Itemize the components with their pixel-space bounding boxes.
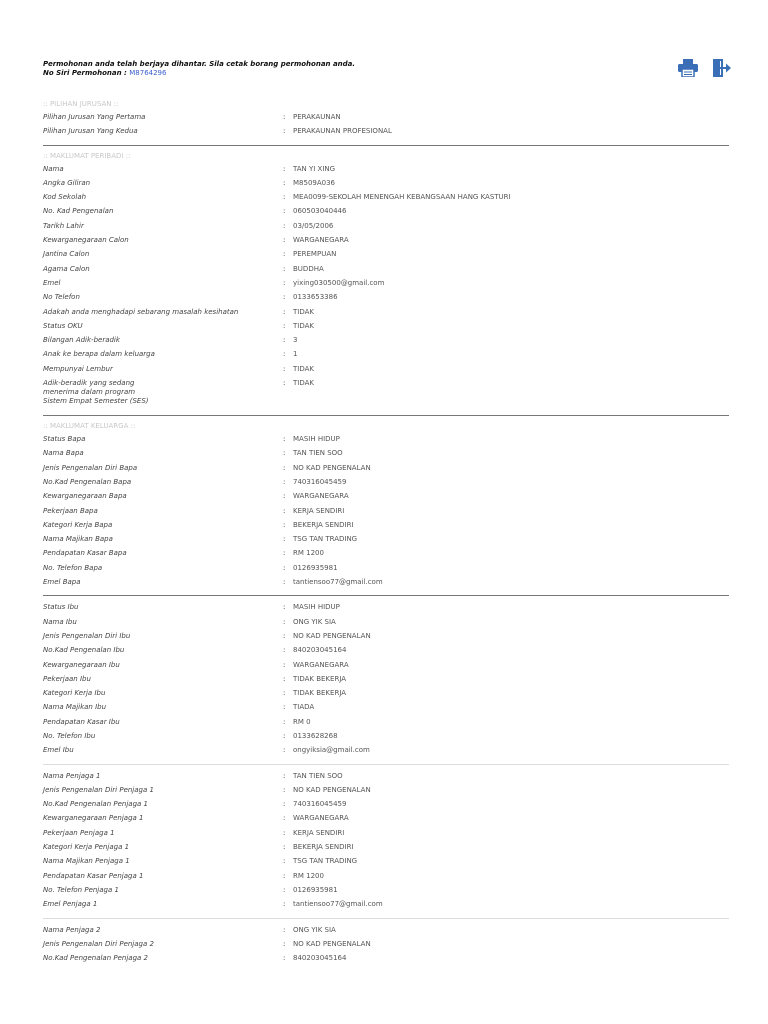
exit-icon xyxy=(713,59,731,77)
detail-value: PERAKAUNAN xyxy=(293,113,341,121)
detail-row: Tarikh Lahir : 03/05/2006 xyxy=(43,219,729,233)
section-title-jurusan: :: PILIHAN JURUSAN :: xyxy=(43,100,119,108)
detail-label: No. Telefon Ibu xyxy=(43,731,96,740)
detail-row: Status Ibu : MASIH HIDUP xyxy=(43,600,729,614)
detail-label: Pilihan Jurusan Yang Pertama xyxy=(43,113,146,121)
detail-label: Kategori Kerja Penjaga 1 xyxy=(43,843,130,852)
print-button[interactable] xyxy=(678,58,698,78)
detail-value: TIDAK xyxy=(293,307,314,316)
detail-label: No. Telefon Bapa xyxy=(43,563,103,572)
detail-value: TIDAK xyxy=(293,379,314,388)
detail-label: Adakah anda menghadapi sebarang masalah kesihatan xyxy=(43,307,239,316)
detail-row: Agama Calon : BUDDHA xyxy=(43,262,729,276)
detail-value: 0126935981 xyxy=(293,563,338,572)
detail-label: Kategori Kerja Ibu xyxy=(43,689,106,698)
detail-value: TIDAK xyxy=(293,364,314,373)
detail-value: 840203045164 xyxy=(293,954,347,963)
detail-row: Status Bapa : MASIH HIDUP xyxy=(43,432,729,446)
detail-value: TSG TAN TRADING xyxy=(293,857,358,866)
detail-row: Jantina Calon : PEREMPUAN xyxy=(43,247,729,261)
detail-value: WARGANEGARA xyxy=(293,236,349,245)
detail-row: Nama Majikan Ibu : TIADA xyxy=(43,700,729,714)
detail-label: Bilangan Adik-beradik xyxy=(43,336,120,345)
detail-row: No Telefon : 0133653386 xyxy=(43,290,729,304)
detail-value: 0126935981 xyxy=(293,885,338,894)
success-message: Permohonan anda telah berjaya dihantar. Sila cetak borang permohonan anda. xyxy=(43,60,356,68)
detail-label: Pekerjaan Bapa xyxy=(43,506,98,515)
detail-row: Angka Giliran : M8509A036 xyxy=(43,176,729,190)
submission-notice xyxy=(43,60,355,78)
detail-row: Pendapatan Kasar Ibu : RM 0 xyxy=(43,715,729,729)
detail-value: MASIH HIDUP xyxy=(293,435,340,444)
detail-value: TIDAK xyxy=(293,321,314,330)
detail-value: 740316045459 xyxy=(293,477,347,486)
detail-row: Mempunyai Lembur : TIDAK xyxy=(43,362,729,376)
detail-value: 060503040446 xyxy=(293,207,347,216)
detail-row: Pekerjaan Bapa : KERJA SENDIRI xyxy=(43,504,729,518)
penjaga1-rows xyxy=(43,769,729,912)
application-details xyxy=(43,96,729,965)
detail-value: MASIH HIDUP xyxy=(293,603,340,612)
penjaga2-rows xyxy=(43,923,729,966)
detail-value: 03/05/2006 xyxy=(293,221,334,230)
detail-value: TAN TIEN SOO xyxy=(293,771,343,780)
detail-value: BUDDHA xyxy=(293,264,324,273)
detail-row: No.Kad Pengenalan Penjaga 2 : 840203045164 xyxy=(43,951,729,965)
detail-label: No Telefon xyxy=(43,293,80,302)
detail-row: Jenis Pengenalan Diri Ibu : NO KAD PENGENALAN xyxy=(43,629,729,643)
detail-value: 740316045459 xyxy=(293,800,347,809)
detail-value: tantiensoo77@gmail.com xyxy=(293,578,383,587)
detail-value: NO KAD PENGENALAN xyxy=(293,785,371,794)
detail-row: Pendapatan Kasar Penjaga 1 : RM 1200 xyxy=(43,869,729,883)
application-number-value: M8764296 xyxy=(129,69,167,77)
detail-row: No. Telefon Ibu : 0133628268 xyxy=(43,729,729,743)
detail-label: Pilihan Jurusan Yang Kedua xyxy=(43,127,138,136)
detail-label: Agama Calon xyxy=(43,264,90,273)
detail-label: Status OKU xyxy=(43,321,83,330)
detail-row: Nama Majikan Penjaga 1 : TSG TAN TRADING xyxy=(43,854,729,868)
detail-label: Emel Penjaga 1 xyxy=(43,900,98,909)
detail-label: Status Ibu xyxy=(43,603,79,612)
detail-label: Jantina Calon xyxy=(43,250,90,259)
detail-row: Jenis Pengenalan Diri Bapa : NO KAD PENGENALAN xyxy=(43,461,729,475)
detail-row: Kewarganegaraan Bapa : WARGANEGARA xyxy=(43,489,729,503)
detail-label: No.Kad Pengenalan Penjaga 2 xyxy=(43,954,148,963)
detail-label: No. Kad Pengenalan xyxy=(43,207,114,216)
detail-row: No. Telefon Penjaga 1 : 0126935981 xyxy=(43,883,729,897)
detail-label: Nama Bapa xyxy=(43,449,84,458)
detail-value: WARGANEGARA xyxy=(293,660,349,669)
action-icons xyxy=(678,58,732,78)
detail-label: Pekerjaan Ibu xyxy=(43,674,91,683)
detail-label: Nama Penjaga 2 xyxy=(43,925,101,934)
detail-label: Nama Ibu xyxy=(43,617,77,626)
exit-button[interactable] xyxy=(712,58,732,78)
detail-row: Kod Sekolah : MEA0099-SEKOLAH MENENGAH KEBANGSAAN HANG KASTURI xyxy=(43,190,729,204)
detail-label: Nama Majikan Bapa xyxy=(43,535,113,544)
detail-value: WARGANEGARA xyxy=(293,492,349,501)
detail-value: TAN YI XING xyxy=(293,164,336,173)
detail-row: Status OKU : TIDAK xyxy=(43,319,729,333)
detail-row: Bilangan Adik-beradik : 3 xyxy=(43,333,729,347)
group-divider xyxy=(43,918,729,919)
detail-label: Emel Bapa xyxy=(43,578,81,587)
detail-row: Jenis Pengenalan Diri Penjaga 2 : NO KAD PENGENALAN xyxy=(43,937,729,951)
detail-row: Nama Ibu : ONG YIK SIA xyxy=(43,615,729,629)
detail-row: Jenis Pengenalan Diri Penjaga 1 : NO KAD PENGENALAN xyxy=(43,783,729,797)
detail-value: WARGANEGARA xyxy=(293,814,349,823)
detail-row: Kewarganegaraan Ibu : WARGANEGARA xyxy=(43,658,729,672)
jurusan-rows xyxy=(43,110,729,139)
detail-row: Kategori Kerja Penjaga 1 : BEKERJA SENDIRI xyxy=(43,840,729,854)
detail-label: Kewarganegaraan Calon xyxy=(43,236,129,245)
detail-value: 840203045164 xyxy=(293,646,347,655)
detail-row: Pekerjaan Penjaga 1 : KERJA SENDIRI xyxy=(43,826,729,840)
detail-row: Nama Bapa : TAN TIEN SOO xyxy=(43,446,729,460)
printer-icon xyxy=(678,59,698,77)
detail-row: Kategori Kerja Ibu : TIDAK BEKERJA xyxy=(43,686,729,700)
section-divider xyxy=(43,415,729,416)
detail-label: Nama Majikan Ibu xyxy=(43,703,107,712)
section-title-keluarga: :: MAKLUMAT KELUARGA :: xyxy=(43,422,136,431)
application-number-label: No Siri Permohonan : xyxy=(43,69,130,77)
detail-row: Pilihan Jurusan Yang Pertama : PERAKAUNAN xyxy=(43,110,729,124)
detail-label: Jenis Pengenalan Diri Penjaga 1 xyxy=(43,785,154,794)
peribadi-rows xyxy=(43,162,729,376)
detail-value: 1 xyxy=(293,350,298,359)
detail-row: Nama Penjaga 2 : ONG YIK SIA xyxy=(43,923,729,937)
detail-value: NO KAD PENGENALAN xyxy=(293,939,371,948)
section-divider xyxy=(43,595,729,596)
detail-value: 0133628268 xyxy=(293,731,338,740)
detail-row: Emel : yixing030500@gmail.com xyxy=(43,276,729,290)
detail-row: Kategori Kerja Bapa : BEKERJA SENDIRI xyxy=(43,518,729,532)
detail-value: MEA0099-SEKOLAH MENENGAH KEBANGSAAN HANG KASTURI xyxy=(293,193,511,202)
detail-label: No. Telefon Penjaga 1 xyxy=(43,885,119,894)
detail-value: BEKERJA SENDIRI xyxy=(293,843,354,852)
detail-row: No. Telefon Bapa : 0126935981 xyxy=(43,561,729,575)
detail-row: Emel Penjaga 1 : tantiensoo77@gmail.com xyxy=(43,897,729,911)
detail-value: RM 1200 xyxy=(293,871,324,880)
detail-label: No.Kad Pengenalan Penjaga 1 xyxy=(43,800,148,809)
ibu-rows xyxy=(43,600,729,757)
detail-row: Pekerjaan Ibu : TIDAK BEKERJA xyxy=(43,672,729,686)
detail-value: 3 xyxy=(293,336,298,345)
detail-value: PEREMPUAN xyxy=(293,250,337,259)
detail-row: Nama : TAN YI XING xyxy=(43,162,729,176)
detail-value: yixing030500@gmail.com xyxy=(293,278,385,287)
detail-label: Kewarganegaraan Penjaga 1 xyxy=(43,814,144,823)
detail-label: Pendapatan Kasar Ibu xyxy=(43,717,120,726)
detail-value: PERAKAUNAN PROFESIONAL xyxy=(293,127,392,136)
detail-row: Kewarganegaraan Penjaga 1 : WARGANEGARA xyxy=(43,811,729,825)
detail-value: KERJA SENDIRI xyxy=(293,828,345,837)
detail-value: TIADA xyxy=(293,703,315,712)
detail-value: RM 0 xyxy=(293,717,311,726)
detail-label: Angka Giliran xyxy=(43,178,91,187)
detail-value: M8509A036 xyxy=(293,178,336,187)
detail-value: TIDAK BEKERJA xyxy=(293,674,347,683)
detail-row: Adakah anda menghadapi sebarang masalah kesihatan : TIDAK xyxy=(43,305,729,319)
detail-label: Kewarganegaraan Ibu xyxy=(43,660,120,669)
detail-value: KERJA SENDIRI xyxy=(293,506,345,515)
detail-label: Pendapatan Kasar Penjaga 1 xyxy=(43,871,144,880)
detail-label: Pendapatan Kasar Bapa xyxy=(43,549,127,558)
detail-row: Pilihan Jurusan Yang Kedua : PERAKAUNAN PROFESIONAL xyxy=(43,124,729,138)
detail-row: Nama Penjaga 1 : TAN TIEN SOO xyxy=(43,769,729,783)
bapa-rows xyxy=(43,432,729,589)
detail-label: Jenis Pengenalan Diri Bapa xyxy=(43,463,138,472)
detail-label: Nama Majikan Penjaga 1 xyxy=(43,857,130,866)
detail-value: ONG YIK SIA xyxy=(293,617,336,626)
detail-label: Status Bapa xyxy=(43,435,86,444)
detail-value: TAN TIEN SOO xyxy=(293,449,343,458)
detail-value: TSG TAN TRADING xyxy=(293,535,358,544)
detail-label: Tarikh Lahir xyxy=(43,221,84,230)
detail-row: No.Kad Pengenalan Penjaga 1 : 740316045459 xyxy=(43,797,729,811)
detail-label: No.Kad Pengenalan Bapa xyxy=(43,477,132,486)
detail-value: 0133653386 xyxy=(293,293,338,302)
detail-row: Nama Majikan Bapa : TSG TAN TRADING xyxy=(43,532,729,546)
detail-value: NO KAD PENGENALAN xyxy=(293,463,371,472)
detail-label: Adik-beradik yang sedang menerima dalam program Sistem Empat Semester (SES) xyxy=(43,379,149,406)
detail-row: No. Kad Pengenalan : 060503040446 xyxy=(43,204,729,218)
detail-value: NO KAD PENGENALAN xyxy=(293,631,371,640)
section-title-peribadi: :: MAKLUMAT PERIBADI :: xyxy=(43,151,131,160)
detail-row: Anak ke berapa dalam keluarga : 1 xyxy=(43,347,729,361)
application-number-row xyxy=(43,69,355,78)
detail-row: Pendapatan Kasar Bapa : RM 1200 xyxy=(43,546,729,560)
detail-row: No.Kad Pengenalan Ibu : 840203045164 xyxy=(43,643,729,657)
detail-label: Jenis Pengenalan Diri Penjaga 2 xyxy=(43,939,154,948)
detail-label: Emel xyxy=(43,278,61,287)
detail-label: Nama Penjaga 1 xyxy=(43,771,101,780)
detail-value: ONG YIK SIA xyxy=(293,925,336,934)
detail-label: Kod Sekolah xyxy=(43,193,87,202)
detail-label: Pekerjaan Penjaga 1 xyxy=(43,828,115,837)
group-divider xyxy=(43,764,729,765)
detail-label: Nama xyxy=(43,164,64,173)
detail-label: Kewarganegaraan Bapa xyxy=(43,492,127,501)
detail-row-ses: Adik-beradik yang sedang menerima dalam program Sistem Empat Semester (SES) : TIDAK xyxy=(43,376,729,409)
detail-row: Emel Bapa : tantiensoo77@gmail.com xyxy=(43,575,729,589)
detail-value: BEKERJA SENDIRI xyxy=(293,520,354,529)
detail-label: Mempunyai Lembur xyxy=(43,364,113,373)
detail-row: No.Kad Pengenalan Bapa : 740316045459 xyxy=(43,475,729,489)
detail-row: Kewarganegaraan Calon : WARGANEGARA xyxy=(43,233,729,247)
detail-value: RM 1200 xyxy=(293,549,324,558)
detail-label: Anak ke berapa dalam keluarga xyxy=(43,350,155,359)
detail-label: Emel Ibu xyxy=(43,746,74,755)
detail-label: Kategori Kerja Bapa xyxy=(43,520,113,529)
detail-value: TIDAK BEKERJA xyxy=(293,689,347,698)
section-divider xyxy=(43,145,729,146)
detail-label: Jenis Pengenalan Diri Ibu xyxy=(43,631,131,640)
detail-label: No.Kad Pengenalan Ibu xyxy=(43,646,125,655)
detail-row: Emel Ibu : ongyiksia@gmail.com xyxy=(43,743,729,757)
detail-value: ongyiksia@gmail.com xyxy=(293,746,370,755)
detail-value: tantiensoo77@gmail.com xyxy=(293,900,383,909)
